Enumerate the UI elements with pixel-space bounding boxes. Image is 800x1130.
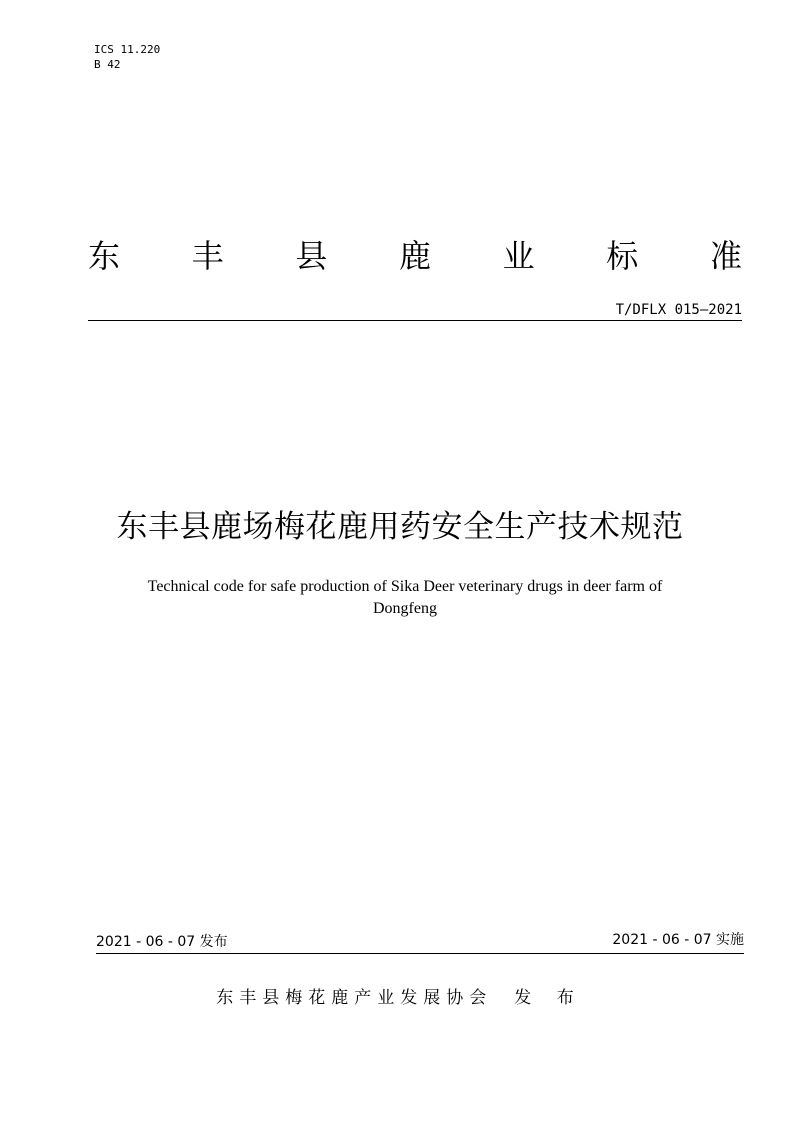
publisher-organization: 东丰县梅花鹿产业发展协会 — [216, 988, 493, 1008]
publisher-action: 发 布 — [514, 988, 584, 1008]
ics-code: ICS 11.220 — [94, 43, 161, 56]
standard-code: T/DFLX 015—2021 — [615, 302, 742, 318]
standard-type-char: 业 — [502, 237, 535, 275]
standard-type-heading — [88, 236, 742, 276]
standard-type-char: 县 — [295, 237, 328, 275]
english-title-line-1: Technical code for safe production of Sika Deer veterinary drugs in deer farm of — [147, 578, 663, 595]
standard-type-char: 丰 — [191, 237, 224, 275]
standard-type-char: 鹿 — [398, 237, 431, 275]
header-divider — [88, 320, 742, 321]
standard-type-char: 标 — [606, 237, 639, 275]
ccs-code: B 42 — [94, 58, 121, 71]
implementation-date: 2021 - 06 - 07 实施 — [612, 932, 744, 948]
standard-type-char: 东 — [88, 237, 121, 275]
english-title-line-2: Dongfeng — [373, 600, 437, 617]
chinese-title: 东丰县鹿场梅花鹿用药安全生产技术规范 — [116, 509, 684, 545]
english-title — [90, 576, 720, 620]
standard-type-char: 准 — [709, 237, 742, 275]
classification-block — [94, 42, 160, 72]
issue-date: 2021 - 06 - 07 发布 — [96, 934, 228, 950]
footer-divider — [96, 953, 744, 954]
publisher-line — [0, 986, 800, 1010]
